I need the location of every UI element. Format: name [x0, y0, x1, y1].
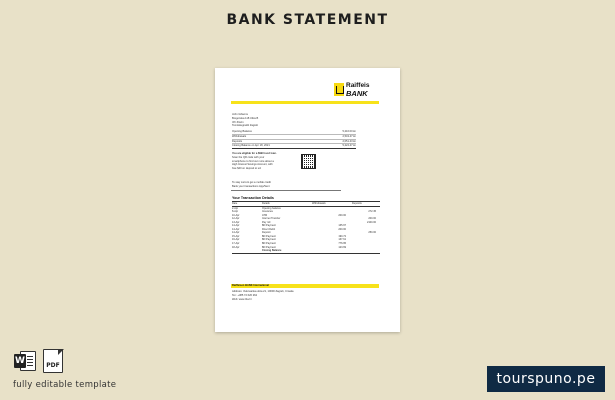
table-row: 14-Apr Direct Debit 200.00: [232, 227, 346, 231]
template-caption: fully editable template: [13, 380, 117, 390]
statement-document: [215, 68, 400, 332]
bank-logo-name: Raiffeis: [346, 82, 370, 89]
word-icon: W: [14, 351, 36, 371]
table-row: 10-Apr ATM 200.00: [232, 213, 346, 217]
table-row: 2-Apr Opening balance: [232, 206, 281, 210]
format-icons: [14, 349, 66, 373]
table-row: Closing Balance: [232, 249, 380, 254]
balance-row: Withdrawals 2,543.47 kn: [232, 134, 356, 138]
promo-note: You are eligible for a $9B hood loan. Scan the QR code with your smartphone to find out more about a High Interest Savings Account, with free $40 on deposit to us!: [232, 152, 277, 171]
bank-logo-icon: [334, 83, 344, 96]
table-row: 14-Apr Bill Payment 135.97: [232, 224, 346, 228]
balance-row: Deposits 2,051.43 kn: [232, 139, 356, 143]
qr-code-icon: [301, 154, 316, 169]
bank-logo-subname: BANK: [346, 89, 368, 98]
balance-row: Closing Balance on Apr 18, 2021 5,224.47 kn: [232, 144, 356, 148]
transactions-title: Your Transaction Details: [232, 196, 274, 200]
table-header: Date Details Withdrawals Deposits: [232, 201, 380, 207]
table-row: 17-Apr Bill Payment 776.95: [232, 242, 346, 246]
balance-row: Opening Balance 5,216.00 kn: [232, 130, 356, 133]
table-row: 12-Apr Internet Transfer 200.00: [232, 217, 376, 221]
table-row: 15-Apr Bill Payment 190.72: [232, 234, 346, 238]
table-row: 16-Apr Bill Payment 137.61: [232, 238, 346, 242]
customer-address: John Gibsons Bregonska 118 Ulica B Vrh Zlocin Tomislavgradić Zagreb: [232, 113, 259, 128]
table-row: 14-Apr Deposit 250.00: [232, 231, 376, 235]
footer-bank-name: Raiffeisen BANK International: [232, 284, 269, 287]
header-band: [231, 101, 379, 104]
pdf-icon: PDF: [43, 349, 63, 373]
table-row: 18-Apr Bill Payment 123.69: [232, 245, 346, 249]
transactions-table: [232, 201, 380, 254]
table-row: 8-Apr Insurance 272.45: [232, 210, 376, 214]
footer-contact: Address: Vukovarska ulica 21, 10000 Zagreb, Croatia Tel.: +385 72 626 262 Web: www.rba.hr: [232, 290, 294, 301]
bank-logo: [334, 82, 382, 98]
balance-summary: [232, 130, 356, 149]
table-row: 13-Apr Pay roll 2100.00: [232, 220, 376, 224]
brand-badge[interactable]: tourspuno.pe: [487, 366, 605, 392]
app-note: To stay current get a mobile credit Bank your transactions App/Sent: [232, 181, 271, 188]
page-title: BANK STATEMENT: [226, 12, 389, 28]
